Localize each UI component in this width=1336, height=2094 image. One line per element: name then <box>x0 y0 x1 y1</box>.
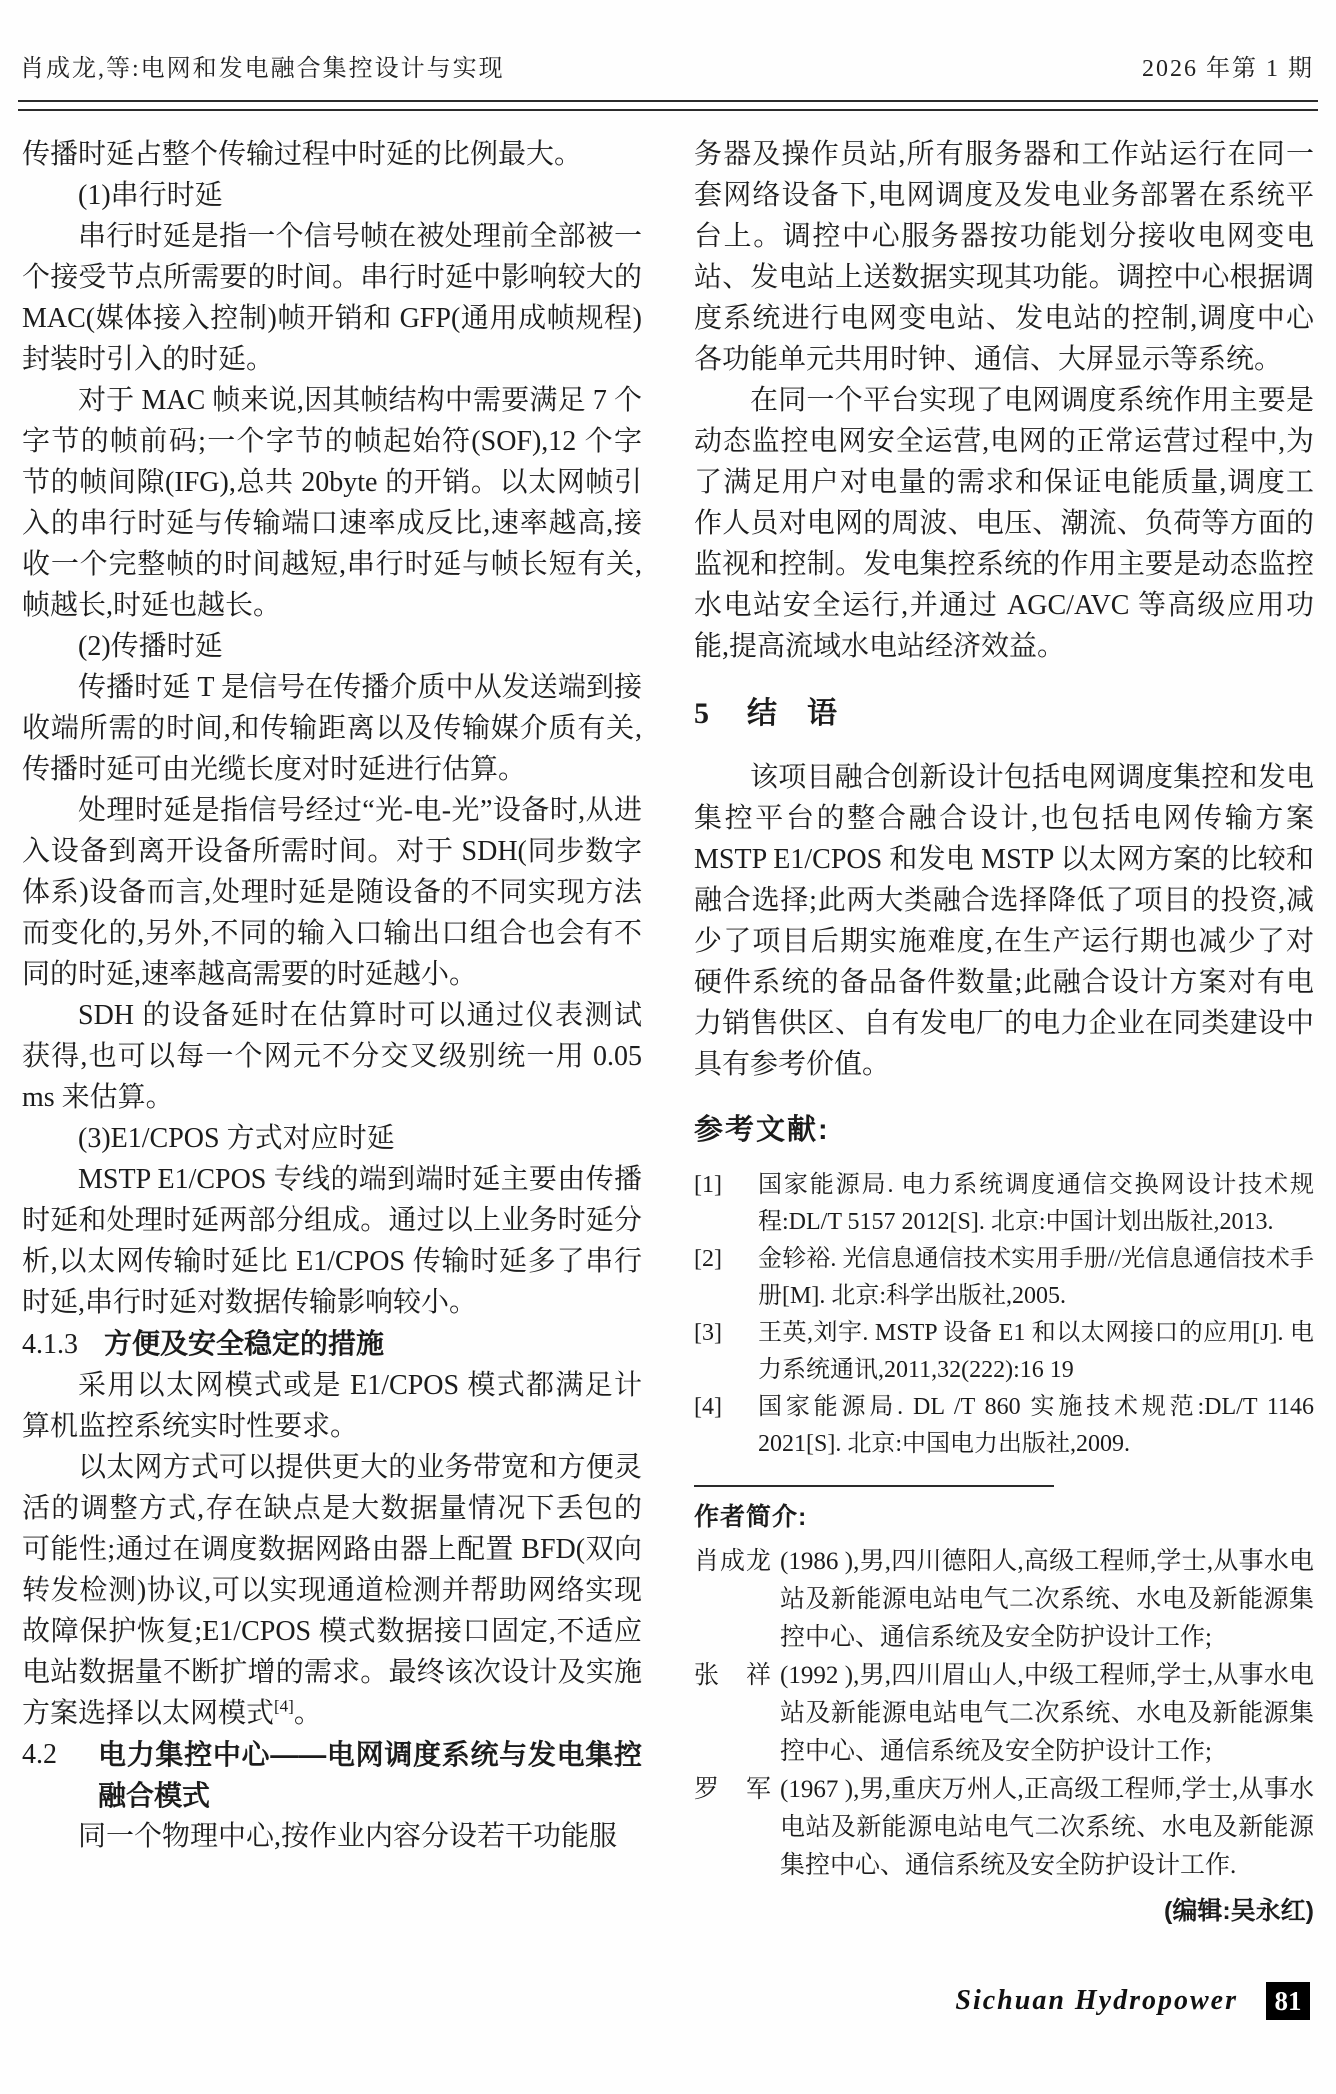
reference-item <box>694 1167 1314 1241</box>
paragraph: 对于 MAC 帧来说,因其帧结构中需要满足 7 个字节的帧前码;一个字节的帧起始符(SOF),12 个字节的帧间隙(IFG),总共 20byte 的开销。以太网帧引入的串行时延与传输端口速率成反比,速率越高,接收一个完整帧的时间越短,串行时延与帧长短有关,帧越长,时延也越长。 <box>22 385 642 621</box>
reference-label: [4] <box>694 1394 722 1420</box>
running-head <box>20 48 1314 83</box>
author-bio <box>694 1543 1314 1657</box>
running-head-issue: 2026 年第 1 期 <box>1142 56 1314 82</box>
list-item-2: (2)传播时延 <box>78 631 223 662</box>
citation-marker: [4] <box>274 1696 294 1716</box>
author-bio <box>694 1771 1314 1885</box>
reference-item <box>694 1389 1314 1463</box>
right-column <box>694 134 1314 1929</box>
author-bio-heading: 作者简介: <box>694 1503 808 1531</box>
author-name: 肖成龙 <box>694 1548 773 1575</box>
reference-label: [3] <box>694 1320 722 1346</box>
paragraph: 串行时延是指一个信号帧在被处理前全部被一个接受节点所需要的时间。串行时延中影响较大的 MAC(媒体接入控制)帧开销和 GFP(通用成帧规程)封装时引入的时延。 <box>22 221 642 375</box>
reference-text: 国家能源局. DL /T 860 实施技术规范:DL/T 1146 2021[S]. 北京:中国电力出版社,2009. <box>758 1394 1314 1457</box>
heading-number: 5 <box>694 697 709 730</box>
heading-title: 结 语 <box>747 697 837 730</box>
page-number-badge: 81 <box>1266 1982 1310 2020</box>
paragraph-tail: 。 <box>293 1698 322 1729</box>
header-double-rule <box>18 100 1318 111</box>
reference-label: [2] <box>694 1246 722 1272</box>
paragraph: SDH 的设备延时在估算时可以通过仪表测试获得,也可以每一个网元不分交叉级别统一用 0.05 ms 来估算。 <box>22 1000 642 1113</box>
reference-text: 金轸裕. 光信息通信技术实用手册//光信息通信技术手册[M]. 北京:科学出版社,2005. <box>758 1246 1314 1309</box>
reference-label: [1] <box>694 1172 722 1198</box>
paragraph: 采用以太网模式或是 E1/CPOS 模式都满足计算机监控系统实时性要求。 <box>22 1370 642 1442</box>
left-column <box>22 134 642 1857</box>
paragraph-text: 以太网方式可以提供更大的业务带宽和方便灵活的调整方式,存在缺点是大数据量情况下丢包的可能性;通过在调度数据网路由器上配置 BFD(双向转发检测)协议,可以实现通道检测并帮助网络实现故障保护恢复;E1/CPOS 模式数据接口固定,不适应电站数据量不断扩增的需求。最终该次设计及实施方案选择以太网模式 <box>22 1452 642 1729</box>
section-heading-5 <box>694 694 1314 734</box>
paragraph: 传播时延占整个传输过程中时延的比例最大。 <box>22 139 583 170</box>
author-bio-text: (1967 ),男,重庆万州人,正高级工程师,学士,从事水电站及新能源电站电气二次系统、水电及新能源集控中心、通信系统及安全防护设计工作. <box>780 1776 1314 1879</box>
paragraph: 处理时延是指信号经过“光-电-光”设备时,从进入设备到离开设备所需时间。对于 SDH(同步数字体系)设备而言,处理时延是随设备的不同实现方法而变化的,另外,不同的输入口输出口组合也会有不同的时延,速率越高需要的时延越小。 <box>22 795 642 990</box>
reference-item <box>694 1241 1314 1315</box>
editor-credit: (编辑:吴永红) <box>1164 1897 1314 1925</box>
author-name: 罗 军 <box>694 1776 773 1803</box>
paragraph: 同一个物理中心,按作业内容分设若干功能服 <box>78 1821 618 1852</box>
heading-title: 方便及安全稳定的措施 <box>104 1328 385 1359</box>
list-item-1: (1)串行时延 <box>78 180 223 211</box>
paragraph <box>22 1447 642 1734</box>
heading-number: 4.1.3 <box>22 1329 78 1360</box>
author-bio-text: (1992 ),男,四川眉山人,中级工程师,学士,从事水电站及新能源电站电气二次系统、水电及新能源集控中心、通信系统及安全防护设计工作; <box>780 1662 1314 1765</box>
author-bio-divider <box>694 1485 1054 1487</box>
paragraph: 传播时延 T 是信号在传播介质中从发送端到接收端所需的时间,和传输距离以及传输媒介质有关,传播时延可由光缆长度对时延进行估算。 <box>22 672 642 785</box>
author-name: 张 祥 <box>694 1662 773 1689</box>
paragraph: MSTP E1/CPOS 专线的端到端时延主要由传播时延和处理时延两部分组成。通过以上业务时延分析,以太网传输时延比 E1/CPOS 传输时延多了串行时延,串行时延对数据传输影响较小。 <box>22 1164 642 1318</box>
heading-number: 4.2 <box>22 1739 57 1770</box>
journal-name: Sichuan Hydropower <box>955 1985 1238 2016</box>
page-footer <box>955 1982 1310 2020</box>
paragraph: 在同一个平台实现了电网调度系统作用主要是动态监控电网安全运营,电网的正常运营过程中,为了满足用户对电量的需求和保证电能质量,调度工作人员对电网的周波、电压、潮流、负荷等方面的监视和控制。发电集控系统的作用主要是动态监控水电站安全运行,并通过 AGC/AVC 等高级应用功能,提高流域水电站经济效益。 <box>694 385 1314 662</box>
subsection-heading-4-2 <box>22 1734 642 1816</box>
author-bio <box>694 1657 1314 1771</box>
author-bio-text: (1986 ),男,四川德阳人,高级工程师,学士,从事水电站及新能源电站电气二次系统、水电及新能源集控中心、通信系统及安全防护设计工作; <box>780 1548 1314 1651</box>
reference-text: 国家能源局. 电力系统调度通信交换网设计技术规程:DL/T 5157 2012[S]. 北京:中国计划出版社,2013. <box>758 1172 1314 1235</box>
paragraph: 务器及操作员站,所有服务器和工作站运行在同一套网络设备下,电网调度及发电业务部署在系统平台上。调控中心服务器按功能划分接收电网变电站、发电站上送数据实现其功能。调控中心根据调度系统进行电网变电站、发电站的控制,调度中心各功能单元共用时钟、通信、大屏显示等系统。 <box>694 139 1314 375</box>
references-heading: 参考文献: <box>694 1114 830 1146</box>
reference-text: 王英,刘宇. MSTP 设备 E1 和以太网接口的应用[J]. 电力系统通讯,2011,32(222):16 19 <box>758 1320 1314 1383</box>
list-item-3: (3)E1/CPOS 方式对应时延 <box>78 1123 395 1154</box>
subsection-heading-4-1-3 <box>22 1323 642 1365</box>
running-head-article: 肖成龙,等:电网和发电融合集控设计与实现 <box>20 56 505 82</box>
heading-title: 电力集控中心——电网调度系统与发电集控融合模式 <box>98 1739 642 1811</box>
paragraph: 该项目融合创新设计包括电网调度集控和发电集控平台的整合融合设计,也包括电网传输方案 MSTP E1/CPOS 和发电 MSTP 以太网方案的比较和融合选择;此两大类融合选择降低了项目的投资,减少了项目后期实施难度,在生产运行期也减少了对硬件系统的备品备件数量;此融合设计方案对有电力销售供区、自有发电厂的电力企业在同类建设中具有参考价值。 <box>694 762 1314 1080</box>
reference-item <box>694 1315 1314 1389</box>
